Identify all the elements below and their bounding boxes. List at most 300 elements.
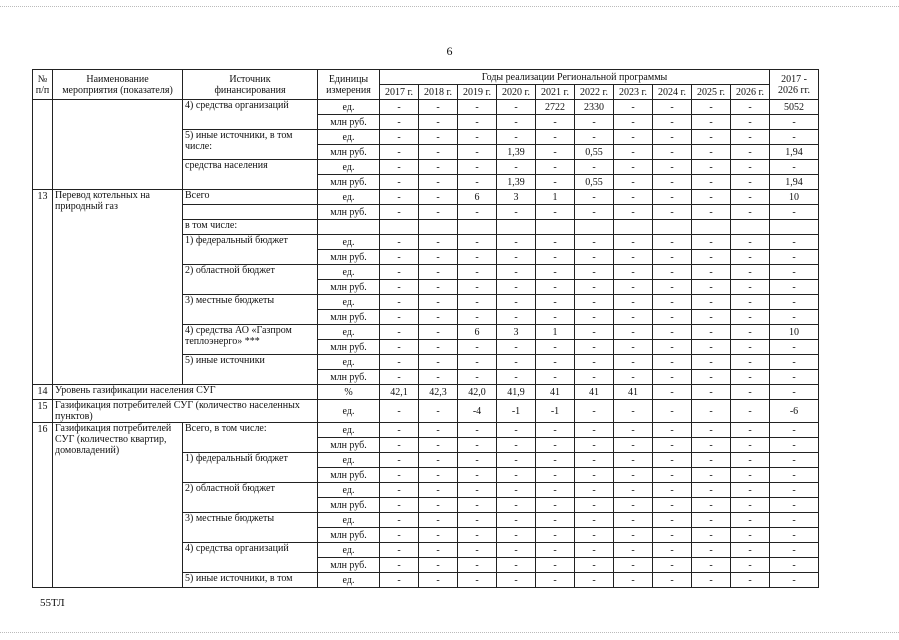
row-value: - — [419, 325, 458, 340]
row-value: - — [419, 400, 458, 423]
row-value: - — [380, 513, 419, 528]
row-value: - — [614, 370, 653, 385]
row-unit: млн руб. — [318, 558, 380, 573]
row-value: - — [731, 160, 770, 175]
row-value: - — [653, 370, 692, 385]
row-value: - — [731, 355, 770, 370]
row-total: - — [770, 235, 819, 250]
row-value: - — [419, 438, 458, 453]
row-value: -4 — [458, 400, 497, 423]
row-value: - — [731, 498, 770, 513]
scan-artifact-bottom — [0, 632, 899, 634]
row-unit: млн руб. — [318, 528, 380, 543]
row-value: - — [536, 130, 575, 145]
row-unit: млн руб. — [318, 145, 380, 160]
row-source: 4) средства организаций — [183, 543, 318, 573]
row-value: - — [536, 145, 575, 160]
row-value: - — [614, 145, 653, 160]
row-value: - — [614, 280, 653, 295]
row-source: 2) областной бюджет — [183, 483, 318, 513]
row-total: 10 — [770, 325, 819, 340]
header-name: Наименование мероприятия (показателя) — [53, 70, 183, 100]
row-total: 5052 — [770, 100, 819, 115]
header-total: 2017 - 2026 гг. — [770, 70, 819, 100]
row-value: - — [536, 573, 575, 588]
row-value — [419, 220, 458, 235]
row-value: - — [575, 528, 614, 543]
row-value: - — [692, 130, 731, 145]
row-value: - — [497, 340, 536, 355]
row-value: - — [575, 423, 614, 438]
row-value: - — [653, 115, 692, 130]
row-source: средства населения — [183, 160, 318, 190]
row-number: 16 — [33, 423, 53, 588]
row-value: - — [692, 310, 731, 325]
header-year: 2026 г. — [731, 85, 770, 100]
row-value: - — [614, 453, 653, 468]
row-value: - — [575, 468, 614, 483]
row-value: - — [458, 145, 497, 160]
row-value: - — [380, 498, 419, 513]
table-row — [33, 423, 819, 438]
row-total: - — [770, 250, 819, 265]
row-value: - — [692, 498, 731, 513]
row-value: - — [536, 310, 575, 325]
footer-code: 55ТЛ — [40, 597, 65, 609]
row-value: - — [614, 235, 653, 250]
row-value: 6 — [458, 190, 497, 205]
row-value: - — [458, 558, 497, 573]
row-value: - — [731, 250, 770, 265]
row-value: - — [419, 190, 458, 205]
header-units: Единицы измерения — [318, 70, 380, 100]
row-value: - — [380, 175, 419, 190]
row-value: - — [653, 310, 692, 325]
row-value: - — [419, 235, 458, 250]
header-year: 2018 г. — [419, 85, 458, 100]
row-source: в том числе: — [183, 220, 318, 235]
row-unit: млн руб. — [318, 310, 380, 325]
row-value: - — [458, 468, 497, 483]
row-value: - — [731, 145, 770, 160]
row-value: - — [731, 100, 770, 115]
row-unit: млн руб. — [318, 280, 380, 295]
row-unit: млн руб. — [318, 115, 380, 130]
row-value: - — [419, 453, 458, 468]
header-source: Источник финансирования — [183, 70, 318, 100]
row-value: - — [692, 205, 731, 220]
row-value: - — [653, 468, 692, 483]
row-value: - — [380, 573, 419, 588]
row-total: - — [770, 295, 819, 310]
row-total: - — [770, 355, 819, 370]
row-value: - — [419, 265, 458, 280]
row-source: 5) иные источники, в том числе: — [183, 130, 318, 160]
row-value: - — [692, 355, 731, 370]
row-value: - — [575, 483, 614, 498]
row-name: Уровень газификации населения СУГ — [53, 385, 318, 400]
table-row — [33, 100, 819, 115]
row-value: - — [458, 235, 497, 250]
row-total: - — [770, 265, 819, 280]
row-value: - — [731, 558, 770, 573]
row-value: - — [536, 543, 575, 558]
row-unit: млн руб. — [318, 498, 380, 513]
row-value: - — [692, 100, 731, 115]
header-number: № п/п — [33, 70, 53, 100]
row-value: - — [380, 250, 419, 265]
row-value: - — [653, 190, 692, 205]
header-years-group: Годы реализации Региональной программы — [380, 70, 770, 85]
row-value: - — [380, 400, 419, 423]
row-value: 3 — [497, 325, 536, 340]
row-value: 42,1 — [380, 385, 419, 400]
row-value: - — [419, 468, 458, 483]
header-year: 2017 г. — [380, 85, 419, 100]
row-value: - — [614, 175, 653, 190]
row-value: - — [497, 250, 536, 265]
row-value: - — [614, 340, 653, 355]
row-value: 1,39 — [497, 175, 536, 190]
row-value: - — [497, 370, 536, 385]
row-name: Перевод котельных на природный газ — [53, 190, 183, 385]
row-value: - — [497, 130, 536, 145]
row-value: - — [380, 438, 419, 453]
row-value: - — [575, 310, 614, 325]
row-value: - — [380, 340, 419, 355]
row-value: - — [614, 115, 653, 130]
row-value: - — [731, 385, 770, 400]
row-unit: млн руб. — [318, 370, 380, 385]
row-value: - — [575, 340, 614, 355]
header-year: 2023 г. — [614, 85, 653, 100]
row-value: - — [653, 498, 692, 513]
row-value: - — [731, 340, 770, 355]
row-value: - — [731, 483, 770, 498]
row-source: 1) федеральный бюджет — [183, 453, 318, 483]
row-value: - — [653, 250, 692, 265]
row-name: Газификация потребителей СУГ (количество квартир, домовладений) — [53, 423, 183, 588]
row-total: - — [770, 558, 819, 573]
row-value: - — [692, 513, 731, 528]
row-value: - — [731, 265, 770, 280]
row-value: - — [575, 250, 614, 265]
row-value: - — [614, 558, 653, 573]
row-source: 5) иные источники — [183, 355, 318, 385]
row-value: - — [575, 543, 614, 558]
row-value: - — [614, 573, 653, 588]
row-source: 2) областной бюджет — [183, 265, 318, 295]
row-unit: млн руб. — [318, 175, 380, 190]
row-value: - — [380, 280, 419, 295]
row-value: - — [614, 325, 653, 340]
row-value: 1 — [536, 325, 575, 340]
row-unit: ед. — [318, 130, 380, 145]
row-value: - — [419, 483, 458, 498]
row-value: - — [614, 513, 653, 528]
row-value: - — [419, 370, 458, 385]
header-year: 2022 г. — [575, 85, 614, 100]
row-value: - — [380, 235, 419, 250]
row-source — [183, 205, 318, 220]
header-year: 2020 г. — [497, 85, 536, 100]
row-value: - — [653, 100, 692, 115]
row-value: - — [692, 370, 731, 385]
row-value: - — [731, 175, 770, 190]
row-value: - — [419, 100, 458, 115]
row-value: - — [497, 423, 536, 438]
row-value: - — [575, 130, 614, 145]
row-value: - — [536, 468, 575, 483]
row-value: - — [731, 130, 770, 145]
row-value: - — [614, 130, 653, 145]
row-total: - — [770, 468, 819, 483]
row-value: - — [536, 280, 575, 295]
row-value: - — [653, 325, 692, 340]
row-value: - — [653, 205, 692, 220]
row-value: - — [458, 483, 497, 498]
row-unit: млн руб. — [318, 205, 380, 220]
row-value: - — [731, 190, 770, 205]
row-unit: млн руб. — [318, 340, 380, 355]
row-source: Всего, в том числе: — [183, 423, 318, 453]
row-total: - — [770, 205, 819, 220]
row-number: 14 — [33, 385, 53, 400]
row-unit: ед. — [318, 325, 380, 340]
row-value: - — [731, 235, 770, 250]
row-value: - — [653, 543, 692, 558]
row-value: - — [731, 468, 770, 483]
row-number — [33, 100, 53, 190]
row-unit: % — [318, 385, 380, 400]
row-value: - — [614, 250, 653, 265]
row-value: - — [575, 453, 614, 468]
row-value: - — [692, 483, 731, 498]
row-unit: ед. — [318, 573, 380, 588]
row-value: - — [653, 400, 692, 423]
row-value: - — [497, 235, 536, 250]
row-value — [614, 220, 653, 235]
row-value: - — [731, 543, 770, 558]
row-value: - — [692, 528, 731, 543]
row-value: - — [653, 175, 692, 190]
row-value: - — [536, 438, 575, 453]
row-total: 1,94 — [770, 145, 819, 160]
row-value: - — [380, 355, 419, 370]
row-value: - — [692, 468, 731, 483]
row-value: - — [692, 400, 731, 423]
row-value: - — [497, 558, 536, 573]
row-value: - — [419, 115, 458, 130]
row-value: 2722 — [536, 100, 575, 115]
row-value: - — [692, 115, 731, 130]
row-value: - — [731, 295, 770, 310]
row-source: 4) средства организаций — [183, 100, 318, 130]
row-value: - — [653, 438, 692, 453]
row-value: - — [419, 543, 458, 558]
row-value: - — [536, 265, 575, 280]
row-value: - — [731, 438, 770, 453]
row-value: - — [614, 498, 653, 513]
row-value: - — [380, 130, 419, 145]
row-value: 0,55 — [575, 175, 614, 190]
row-value: - — [458, 280, 497, 295]
row-total: - — [770, 160, 819, 175]
row-source: 5) иные источники, в том — [183, 573, 318, 588]
row-value: - — [614, 190, 653, 205]
row-value: - — [731, 280, 770, 295]
row-value: - — [692, 145, 731, 160]
row-value: - — [731, 205, 770, 220]
row-value: - — [419, 423, 458, 438]
row-value — [575, 220, 614, 235]
row-value: - — [419, 280, 458, 295]
row-value: - — [614, 423, 653, 438]
row-total: - — [770, 280, 819, 295]
row-value: - — [731, 115, 770, 130]
row-value: - — [419, 355, 458, 370]
row-value: - — [692, 160, 731, 175]
scan-artifact-top — [0, 6, 899, 8]
row-value: - — [575, 190, 614, 205]
row-value: 41,9 — [497, 385, 536, 400]
table-row — [33, 400, 819, 423]
row-value: - — [653, 340, 692, 355]
row-value: - — [575, 558, 614, 573]
row-value: - — [380, 543, 419, 558]
row-value: - — [731, 310, 770, 325]
row-value: 41 — [575, 385, 614, 400]
row-value — [458, 220, 497, 235]
row-value: - — [575, 325, 614, 340]
row-total: - — [770, 310, 819, 325]
row-value: - — [692, 280, 731, 295]
row-value: - — [614, 355, 653, 370]
row-value: 42,0 — [458, 385, 497, 400]
row-value: - — [731, 325, 770, 340]
row-value: - — [653, 235, 692, 250]
row-value: - — [731, 573, 770, 588]
row-source: 1) федеральный бюджет — [183, 235, 318, 265]
row-value: - — [536, 370, 575, 385]
row-value: - — [692, 453, 731, 468]
row-total: - — [770, 438, 819, 453]
row-value: - — [536, 355, 575, 370]
row-value: - — [419, 205, 458, 220]
row-value: - — [536, 340, 575, 355]
row-total: - — [770, 130, 819, 145]
row-value: - — [380, 100, 419, 115]
row-value: - — [458, 423, 497, 438]
row-value: - — [458, 115, 497, 130]
row-value: - — [653, 160, 692, 175]
row-value: - — [653, 528, 692, 543]
row-value: - — [419, 160, 458, 175]
row-value: - — [497, 355, 536, 370]
row-value: - — [419, 295, 458, 310]
row-unit: ед. — [318, 423, 380, 438]
row-total: - — [770, 573, 819, 588]
row-value: - — [380, 423, 419, 438]
row-unit: млн руб. — [318, 438, 380, 453]
table-row — [33, 190, 819, 205]
row-value: - — [653, 265, 692, 280]
row-unit: млн руб. — [318, 250, 380, 265]
row-value: -1 — [536, 400, 575, 423]
row-value: - — [380, 265, 419, 280]
row-unit — [318, 220, 380, 235]
row-value: - — [458, 205, 497, 220]
row-value: - — [419, 310, 458, 325]
row-value: - — [692, 190, 731, 205]
row-total: 10 — [770, 190, 819, 205]
row-total: 1,94 — [770, 175, 819, 190]
row-value: - — [380, 310, 419, 325]
row-value: - — [458, 543, 497, 558]
row-value — [653, 220, 692, 235]
row-value: 3 — [497, 190, 536, 205]
row-value: - — [692, 325, 731, 340]
row-value: - — [458, 453, 497, 468]
row-value: - — [497, 573, 536, 588]
row-value: - — [419, 528, 458, 543]
row-unit: ед. — [318, 483, 380, 498]
row-value: - — [653, 130, 692, 145]
row-value: - — [380, 453, 419, 468]
row-value — [536, 220, 575, 235]
row-value: - — [458, 265, 497, 280]
row-value: - — [458, 310, 497, 325]
row-value: - — [653, 513, 692, 528]
row-value: - — [380, 468, 419, 483]
row-value: - — [419, 498, 458, 513]
row-value: - — [380, 115, 419, 130]
row-value: - — [536, 235, 575, 250]
row-value: - — [692, 423, 731, 438]
row-unit: ед. — [318, 100, 380, 115]
row-value: - — [575, 573, 614, 588]
row-value: - — [614, 100, 653, 115]
row-value: - — [419, 175, 458, 190]
row-value: - — [614, 528, 653, 543]
row-unit: ед. — [318, 235, 380, 250]
row-value: - — [458, 175, 497, 190]
row-value: - — [497, 265, 536, 280]
row-value: 0,55 — [575, 145, 614, 160]
row-value: - — [731, 423, 770, 438]
row-value: - — [536, 250, 575, 265]
row-value: - — [497, 453, 536, 468]
row-value: - — [497, 205, 536, 220]
row-value: - — [575, 355, 614, 370]
row-value: 1 — [536, 190, 575, 205]
row-value: - — [575, 235, 614, 250]
row-value: - — [458, 370, 497, 385]
row-value: - — [692, 573, 731, 588]
row-total: - — [770, 483, 819, 498]
row-value: - — [380, 145, 419, 160]
row-value: - — [575, 280, 614, 295]
row-total: - — [770, 543, 819, 558]
row-value: - — [692, 175, 731, 190]
row-value: - — [497, 310, 536, 325]
row-value: - — [458, 100, 497, 115]
row-value: - — [380, 370, 419, 385]
row-value: -1 — [497, 400, 536, 423]
row-source: 3) местные бюджеты — [183, 295, 318, 325]
row-value: - — [536, 498, 575, 513]
row-value: - — [419, 340, 458, 355]
